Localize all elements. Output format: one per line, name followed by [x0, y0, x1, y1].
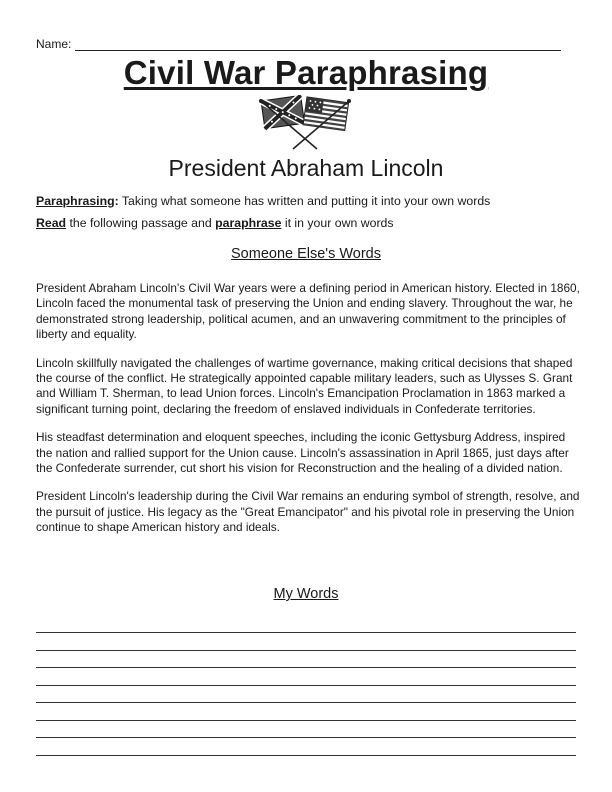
writing-line[interactable] [36, 702, 576, 703]
writing-line[interactable] [36, 650, 576, 651]
definition-term: Paraphrasing [36, 194, 115, 208]
instruction-paraphrase: paraphrase [215, 216, 282, 230]
section-heading-my-words: My Words [273, 586, 339, 602]
passage-paragraph: Lincoln skillfully navigated the challenges of wartime governance, making critical decisions that shaped the course of the conflict. He strategically appointed capable military leaders, such as Ulysses S. Grant and William T. Sherman, to lead Union forces. Lincoln's Emancipation Proclamation in 1863 marked a significant turning point, declaring the freedom of enslaved individuals in Confederate territories. [36, 355, 573, 416]
name-input-line[interactable] [75, 38, 561, 51]
passage-paragraph: President Abraham Lincoln's Civil War years were a defining period in American history. Elected in 1860, Lincoln faced the monumental task of preserving the Union and ending slavery. Throughout the war, he demonstrated strong leadership, political acumen, and an unwavering commitment to the principles of liberty and equality. [36, 281, 580, 342]
definition-colon: : [114, 194, 119, 208]
instruction-text-1: the following passage and [66, 216, 216, 230]
writing-lines [36, 632, 576, 772]
writing-line[interactable] [36, 685, 576, 686]
page-title: Civil War Paraphrasing [123, 54, 489, 91]
definition-line [36, 194, 490, 208]
name-row [36, 37, 561, 51]
page-subtitle: President Abraham Lincoln [168, 155, 444, 181]
writing-line[interactable] [36, 720, 576, 721]
writing-line[interactable] [36, 632, 576, 633]
name-label: Name: [36, 37, 72, 51]
instruction-line [36, 216, 394, 230]
writing-line[interactable] [36, 667, 576, 668]
instruction-read: Read [36, 216, 67, 230]
passage [36, 281, 581, 549]
instruction-text-2: it in your own words [281, 216, 394, 230]
definition-text: Taking what someone has written and putting it into your own words [118, 194, 491, 208]
passage-paragraph: His steadfast determination and eloquent speeches, including the iconic Gettysburg Address, inspired the nation and rallied support for the Union cause. Lincoln's assassination in April 1865, just days after the Confederate surrender, cut short his vision for Reconstruction and the healing of a divided nation. [36, 430, 569, 476]
passage-paragraph: President Lincoln's leadership during the Civil War remains an enduring symbol of strength, resolve, and the pursuit of justice. His legacy as the "Great Emancipator" and his pivotal role in preserving the Union continue to shape American history and ideals. [36, 489, 580, 535]
section-heading-someone-elses-words: Someone Else's Words [231, 246, 381, 262]
writing-line[interactable] [36, 737, 576, 738]
crossed-flags-icon [255, 95, 355, 151]
writing-line[interactable] [36, 755, 576, 756]
